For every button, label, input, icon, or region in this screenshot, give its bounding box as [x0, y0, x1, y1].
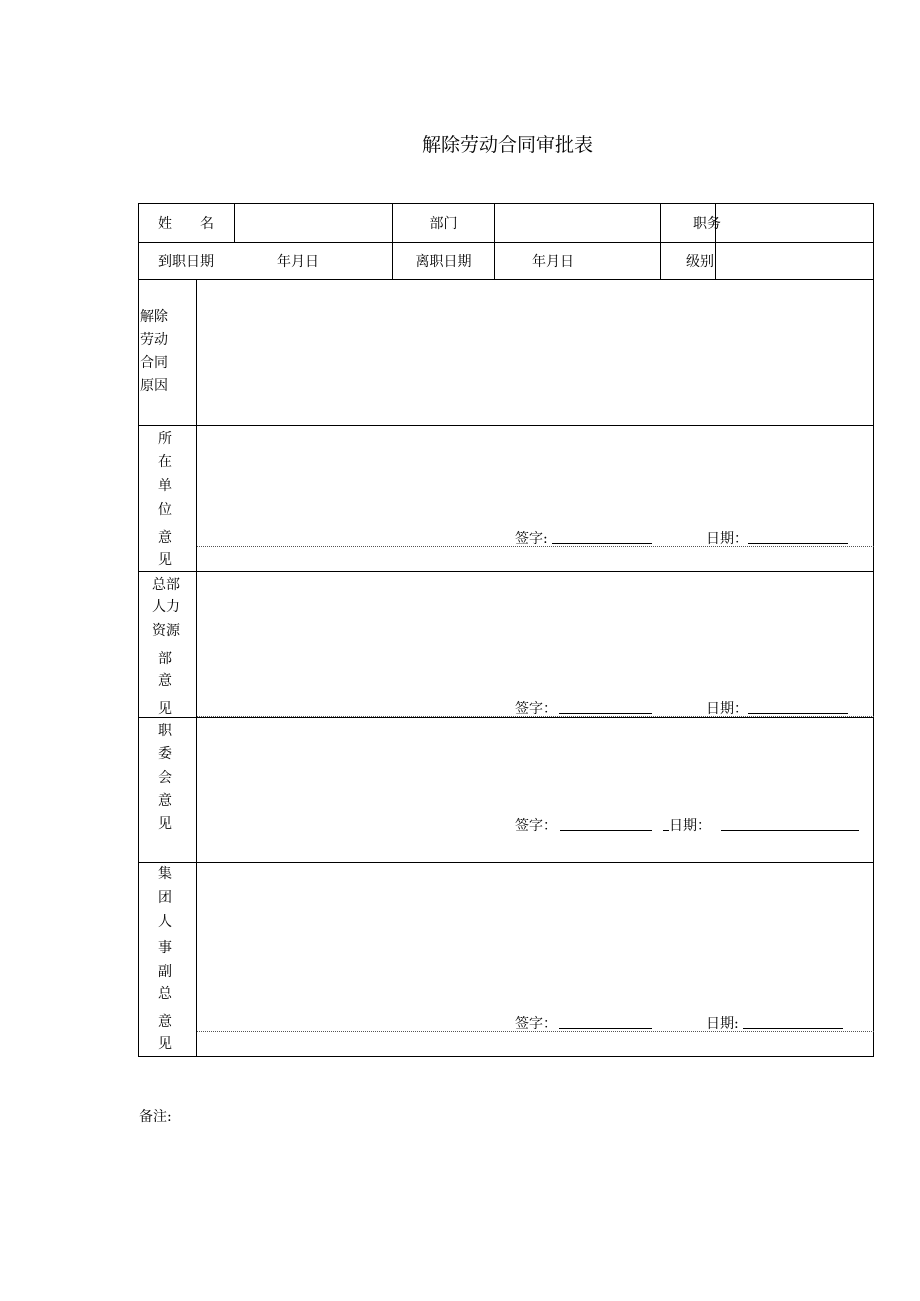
position-field[interactable]: [716, 203, 873, 242]
level-field[interactable]: [716, 243, 873, 279]
form-border-bottom: [138, 1056, 874, 1057]
vp-opinion-field[interactable]: [197, 863, 873, 1031]
unit-signature-line: [515, 528, 652, 548]
union-date-line: [663, 815, 859, 835]
leave-date-field[interactable]: 年月日: [532, 254, 574, 270]
sign-label: 签字:: [515, 531, 548, 547]
dept-label: 部门: [429, 215, 458, 232]
date-input[interactable]: [748, 530, 848, 544]
level-label: 级别: [686, 254, 714, 270]
approval-form: [138, 203, 874, 1057]
vp-opinion-label: 集 团 人 事 副 总 意 见: [158, 866, 172, 1052]
sign-label: 签字：: [515, 1016, 557, 1032]
name-label: 姓 名: [158, 215, 214, 232]
position-label: 职务: [693, 215, 721, 232]
sign-input[interactable]: [560, 817, 652, 831]
date-label: 日期：: [706, 701, 748, 717]
form-border-right: [873, 203, 874, 1057]
remarks-label: 备注:: [139, 1109, 172, 1125]
date-input[interactable]: [721, 817, 859, 831]
sign-input[interactable]: [559, 700, 652, 714]
sign-label: 签字：: [515, 818, 557, 834]
date-label: 日期：: [706, 531, 748, 547]
hr-date-line: [706, 698, 848, 718]
date-label: 日期：: [669, 818, 711, 834]
page-title: 解除劳动合同审批表: [421, 134, 593, 156]
vp-date-line: [706, 1013, 843, 1033]
hire-date-label: 到职日期: [158, 254, 214, 270]
date-input[interactable]: [748, 700, 848, 714]
hr-signature-line: [515, 698, 652, 718]
union-opinion-field[interactable]: [197, 718, 873, 862]
union-opinion-label: 职 委 会 意 见: [158, 723, 172, 832]
vp-signature-line: [515, 1013, 652, 1033]
hr-opinion-label: 总部 人力 资源 部 意 见: [152, 577, 180, 717]
dept-field[interactable]: [495, 203, 660, 242]
hire-date-field[interactable]: 年月日: [277, 254, 319, 270]
unit-opinion-label: 所 在 单 位 意 见: [158, 431, 172, 568]
union-signature-line: [515, 815, 652, 835]
date-input[interactable]: [743, 1015, 843, 1029]
unit-date-line: [706, 528, 848, 548]
reason-label: 解除 劳动 合同 原因: [140, 309, 168, 394]
date-label: 日期:: [706, 1016, 739, 1032]
sign-label: 签字：: [515, 701, 557, 717]
sign-input[interactable]: [552, 530, 652, 544]
form-border-left: [138, 203, 139, 1057]
name-field[interactable]: [235, 203, 392, 242]
reason-field[interactable]: [197, 280, 873, 425]
hr-opinion-field[interactable]: [197, 572, 873, 716]
leave-date-label: 离职日期: [415, 254, 472, 270]
sign-input[interactable]: [559, 1015, 652, 1029]
